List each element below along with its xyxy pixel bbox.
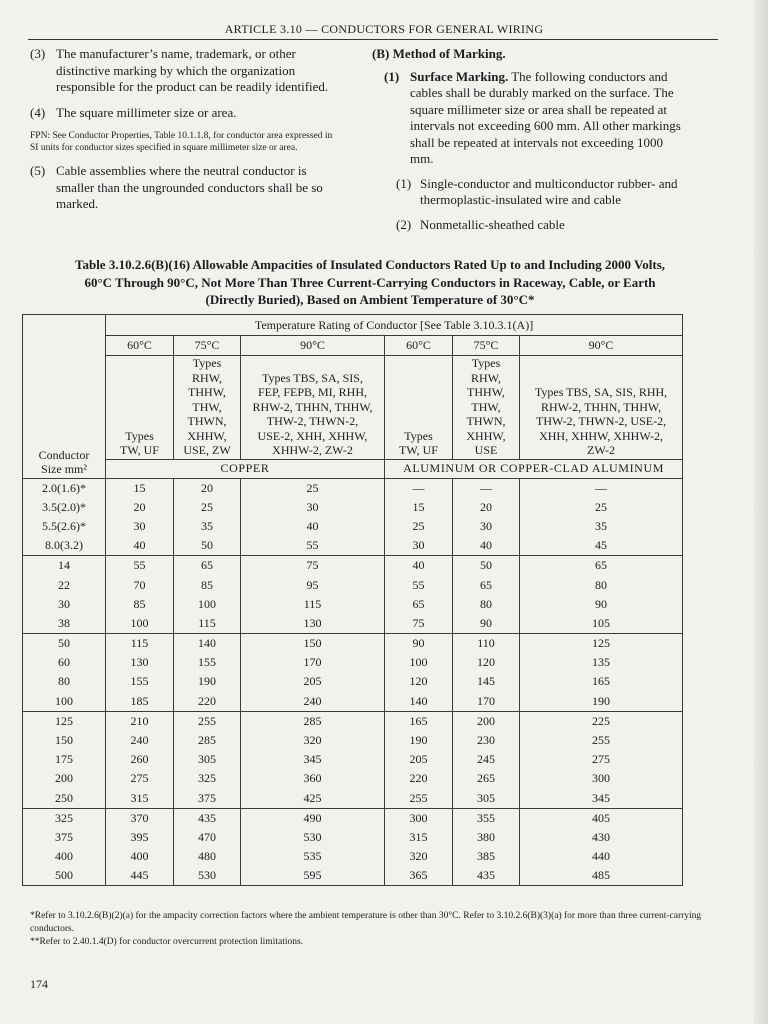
- footnote: **Refer to 2.40.1.4(D) for conductor overcurrent protection limitations.: [30, 937, 304, 947]
- table-row: [23, 614, 683, 634]
- ampacity-cell: 230: [453, 731, 520, 750]
- ampacity-cell: 30: [106, 517, 174, 536]
- table-row: [23, 672, 683, 691]
- ampacity-cell: 100: [385, 653, 453, 672]
- table-row: [23, 769, 683, 788]
- conductor-size-cell: 8.0(3.2): [23, 536, 106, 556]
- ampacity-cell: 345: [241, 750, 385, 769]
- table-row: [23, 595, 683, 614]
- ampacity-cell: 35: [520, 517, 683, 536]
- conductor-size-cell: 30: [23, 595, 106, 614]
- ampacity-cell: 50: [174, 536, 241, 556]
- ampacity-cell: 130: [106, 653, 174, 672]
- ampacity-cell: 240: [241, 692, 385, 712]
- table-row: [23, 692, 683, 712]
- ampacity-cell: 90: [453, 614, 520, 634]
- surface-marking-text: The following conductors and cables shall be durably marked on the surface. The square millimeter size or area shall be repeated at intervals not exceeding 600 mm. All other markings shall be repeated at intervals not exceeding 1000 mm.: [410, 68, 681, 166]
- ampacity-cell: 355: [453, 808, 520, 828]
- temp-col-header: 90°C: [241, 336, 385, 356]
- ampacity-cell: 385: [453, 847, 520, 866]
- item-number: (4): [30, 104, 46, 120]
- ampacity-cell: 75: [241, 556, 385, 576]
- item-text: Nonmetallic-sheathed cable: [420, 216, 565, 232]
- ampacity-cell: 55: [241, 536, 385, 556]
- ampacity-table: [22, 314, 683, 886]
- table-row: [23, 731, 683, 750]
- conductor-size-cell: 100: [23, 692, 106, 712]
- ampacity-cell: 440: [520, 847, 683, 866]
- ampacity-cell: 480: [174, 847, 241, 866]
- conductor-size-cell: 14: [23, 556, 106, 576]
- ampacity-cell: 55: [385, 575, 453, 594]
- ampacity-cell: 65: [385, 595, 453, 614]
- ampacity-cell: 300: [385, 808, 453, 828]
- ampacity-cell: 115: [106, 634, 174, 654]
- ampacity-cell: 285: [174, 731, 241, 750]
- ampacity-cell: 190: [385, 731, 453, 750]
- ampacity-cell: 320: [241, 731, 385, 750]
- ampacity-cell: 85: [174, 575, 241, 594]
- ampacity-cell: 240: [106, 731, 174, 750]
- ampacity-cell: 205: [241, 672, 385, 691]
- ampacity-cell: 245: [453, 750, 520, 769]
- ampacity-cell: 40: [385, 556, 453, 576]
- ampacity-cell: 210: [106, 711, 174, 731]
- ampacity-cell: 105: [520, 614, 683, 634]
- item-text: Single-conductor and multiconductor rubber- and thermoplastic-insulated wire and cable: [420, 175, 678, 207]
- ampacity-cell: 265: [453, 769, 520, 788]
- item-text: Cable assemblies where the neutral conductor is smaller than the ungrounded conductors shall be so marked.: [56, 163, 323, 211]
- table-row: [23, 866, 683, 886]
- conductor-size-cell: 38: [23, 614, 106, 634]
- page-edge-shadow: [754, 0, 768, 1024]
- temperature-rating-header: Temperature Rating of Conductor [See Table 3.10.3.1(A)]: [106, 315, 683, 336]
- conductor-size-cell: 50: [23, 634, 106, 654]
- ampacity-cell: 40: [241, 517, 385, 536]
- ampacity-cell: 20: [106, 498, 174, 517]
- header-rule: [28, 39, 718, 40]
- table-row: [23, 653, 683, 672]
- ampacity-cell: 65: [174, 556, 241, 576]
- conductor-size-cell: 200: [23, 769, 106, 788]
- ampacity-cell: 80: [520, 575, 683, 594]
- ampacity-cell: 300: [520, 769, 683, 788]
- ampacity-cell: 25: [174, 498, 241, 517]
- list-item-5: [30, 163, 335, 213]
- ampacity-cell: 305: [453, 789, 520, 809]
- ampacity-cell: 595: [241, 866, 385, 886]
- insulation-types-header: Types TW, UF: [385, 356, 453, 460]
- table-row: [23, 808, 683, 828]
- table-row: [23, 478, 683, 498]
- ampacity-cell: 85: [106, 595, 174, 614]
- ampacity-cell: 370: [106, 808, 174, 828]
- table-row: [23, 556, 683, 576]
- table-title: [30, 256, 710, 309]
- ampacity-cell: 140: [385, 692, 453, 712]
- ampacity-cell: 55: [106, 556, 174, 576]
- insulation-types-header: Types RHW, THHW, THW, THWN, XHHW, USE: [453, 356, 520, 460]
- ampacity-cell: —: [453, 478, 520, 498]
- ampacity-cell: 20: [453, 498, 520, 517]
- ampacity-cell: 275: [106, 769, 174, 788]
- ampacity-cell: 115: [241, 595, 385, 614]
- surface-marking-label: Surface Marking.: [410, 68, 509, 84]
- ampacity-cell: 275: [520, 750, 683, 769]
- ampacity-cell: 130: [241, 614, 385, 634]
- ampacity-cell: 285: [241, 711, 385, 731]
- ampacity-cell: 120: [385, 672, 453, 691]
- item-number: (2): [396, 216, 412, 232]
- ampacity-cell: 435: [174, 808, 241, 828]
- ampacity-cell: 20: [174, 478, 241, 498]
- conductor-size-cell: 60: [23, 653, 106, 672]
- item-number: (5): [30, 163, 46, 178]
- ampacity-cell: —: [385, 478, 453, 498]
- ampacity-cell: 425: [241, 789, 385, 809]
- ampacity-cell: 255: [385, 789, 453, 809]
- ampacity-cell: 170: [453, 692, 520, 712]
- ampacity-cell: 150: [241, 634, 385, 654]
- list-item-4: [30, 105, 335, 122]
- table-row: [23, 847, 683, 866]
- ampacity-cell: 535: [241, 847, 385, 866]
- ampacity-cell: 220: [385, 769, 453, 788]
- ampacity-cell: 65: [520, 556, 683, 576]
- conductor-size-cell: 22: [23, 575, 106, 594]
- ampacity-cell: 170: [241, 653, 385, 672]
- ampacity-cell: 530: [174, 866, 241, 886]
- conductor-size-header: [23, 315, 106, 479]
- copper-header: COPPER: [106, 459, 385, 478]
- table-row: [23, 828, 683, 847]
- ampacity-cell: 50: [453, 556, 520, 576]
- table-title-line: (Directly Buried), Based on Ambient Temperature of 30°C*: [205, 292, 535, 307]
- ampacity-cell: 255: [520, 731, 683, 750]
- conductor-size-cell: 500: [23, 866, 106, 886]
- conductor-size-cell: 2.0(1.6)*: [23, 478, 106, 498]
- conductor-size-cell: 175: [23, 750, 106, 769]
- ampacity-cell: 445: [106, 866, 174, 886]
- conductor-size-cell: 325: [23, 808, 106, 828]
- ampacity-cell: 165: [520, 672, 683, 691]
- temp-col-header: 90°C: [520, 336, 683, 356]
- ampacity-cell: 145: [453, 672, 520, 691]
- list-item-nm-cable: [396, 217, 682, 234]
- ampacity-cell: 15: [385, 498, 453, 517]
- ampacity-cell: 30: [241, 498, 385, 517]
- ampacity-cell: 375: [174, 789, 241, 809]
- table-title-line: Table 3.10.2.6(B)(16) Allowable Ampacities of Insulated Conductors Rated Up to and Including 2000 Volts,: [74, 257, 665, 272]
- table-row: [23, 498, 683, 517]
- table-footnotes: [30, 910, 720, 949]
- table-row: [23, 536, 683, 556]
- ampacity-cell: 110: [453, 634, 520, 654]
- header-line: Conductor: [38, 447, 90, 462]
- ampacity-cell: 25: [385, 517, 453, 536]
- left-column: [30, 46, 335, 222]
- ampacity-cell: 45: [520, 536, 683, 556]
- list-item-3: [30, 46, 335, 96]
- ampacity-cell: 395: [106, 828, 174, 847]
- ampacity-cell: 325: [174, 769, 241, 788]
- ampacity-cell: 15: [106, 478, 174, 498]
- ampacity-cell: 220: [174, 692, 241, 712]
- section-heading: (B) Method of Marking.: [372, 46, 506, 61]
- ampacity-cell: 30: [385, 536, 453, 556]
- running-header: ARTICLE 3.10 — CONDUCTORS FOR GENERAL WIRING: [224, 22, 544, 36]
- table-row: [23, 711, 683, 731]
- conductor-size-cell: 80: [23, 672, 106, 691]
- aluminum-header: ALUMINUM OR COPPER-CLAD ALUMINUM: [385, 459, 683, 478]
- conductor-size-cell: 150: [23, 731, 106, 750]
- insulation-types-header: Types RHW, THHW, THW, THWN, XHHW, USE, ZW: [174, 356, 241, 460]
- insulation-types-header: Types TBS, SA, SIS, RHH, RHW-2, THHN, THHW, THW-2, THWN-2, USE-2, XHH, XHHW, XHHW-2, ZW-2: [520, 356, 683, 460]
- table-title-line: 60°C Through 90°C, Not More Than Three Current-Carrying Conductors in Raceway, Cable, or Earth: [84, 274, 656, 290]
- ampacity-cell: 530: [241, 828, 385, 847]
- ampacity-cell: 260: [106, 750, 174, 769]
- right-column: [372, 46, 682, 241]
- ampacity-cell: 140: [174, 634, 241, 654]
- conductor-size-cell: 125: [23, 711, 106, 731]
- ampacity-cell: 135: [520, 653, 683, 672]
- ampacity-cell: 345: [520, 789, 683, 809]
- ampacity-cell: 380: [453, 828, 520, 847]
- table-row: [23, 634, 683, 654]
- ampacity-cell: 155: [174, 653, 241, 672]
- item-number: (1): [384, 68, 400, 84]
- conductor-size-cell: 250: [23, 789, 106, 809]
- item-number: (3): [30, 46, 46, 61]
- ampacity-cell: 165: [385, 711, 453, 731]
- ampacity-cell: 200: [453, 711, 520, 731]
- ampacity-cell: 320: [385, 847, 453, 866]
- footnote: *Refer to 3.10.2.6(B)(2)(a) for the ampacity correction factors where the ambient temperature is other than 30°C. Refer to 3.10.2.6(B)(3)(a) for more than three current-carrying conductors.: [30, 911, 702, 934]
- ampacity-cell: 400: [106, 847, 174, 866]
- ampacity-cell: 435: [453, 866, 520, 886]
- ampacity-cell: 90: [385, 634, 453, 654]
- ampacity-cell: 120: [453, 653, 520, 672]
- item-text: The square millimeter size or area.: [56, 104, 237, 120]
- conductor-size-cell: 400: [23, 847, 106, 866]
- ampacity-cell: 90: [520, 595, 683, 614]
- ampacity-cell: 40: [106, 536, 174, 556]
- temp-col-header: 75°C: [174, 336, 241, 356]
- insulation-types-header: Types TW, UF: [106, 356, 174, 460]
- ampacity-cell: 430: [520, 828, 683, 847]
- ampacity-cell: 95: [241, 575, 385, 594]
- conductor-size-cell: 5.5(2.6)*: [23, 517, 106, 536]
- page-number: 174: [30, 977, 48, 991]
- ampacity-table-body: [23, 478, 683, 886]
- item-number: (1): [396, 175, 412, 191]
- ampacity-cell: 100: [106, 614, 174, 634]
- ampacity-cell: 190: [520, 692, 683, 712]
- ampacity-cell: 80: [453, 595, 520, 614]
- temp-col-header: 75°C: [453, 336, 520, 356]
- ampacity-cell: 185: [106, 692, 174, 712]
- table-row: [23, 789, 683, 809]
- list-item-rubber-wire: [396, 176, 682, 209]
- ampacity-cell: 360: [241, 769, 385, 788]
- table-row: [23, 517, 683, 536]
- ampacity-cell: 470: [174, 828, 241, 847]
- ampacity-cell: —: [520, 478, 683, 498]
- item-text: The manufacturer’s name, trademark, or other distinctive marking by which the organization responsible for the product can be readily identified.: [56, 46, 329, 94]
- ampacity-cell: 115: [174, 614, 241, 634]
- ampacity-cell: 225: [520, 711, 683, 731]
- ampacity-cell: 315: [106, 789, 174, 809]
- ampacity-cell: 125: [520, 634, 683, 654]
- temp-col-header: 60°C: [385, 336, 453, 356]
- fine-print-note: FPN: See Conductor Properties, Table 10.1.1.8, for conductor area expressed in SI units for conductor sizes specified in square millimeter size or area.: [30, 131, 333, 153]
- ampacity-cell: 25: [241, 478, 385, 498]
- conductor-size-cell: 375: [23, 828, 106, 847]
- ampacity-cell: 100: [174, 595, 241, 614]
- ampacity-cell: 75: [385, 614, 453, 634]
- ampacity-cell: 365: [385, 866, 453, 886]
- ampacity-cell: 70: [106, 575, 174, 594]
- header-line: Size mm²: [41, 462, 87, 476]
- ampacity-cell: 30: [453, 517, 520, 536]
- table-row: [23, 575, 683, 594]
- ampacity-cell: 305: [174, 750, 241, 769]
- ampacity-cell: 405: [520, 808, 683, 828]
- conductor-size-cell: 3.5(2.0)*: [23, 498, 106, 517]
- ampacity-cell: 65: [453, 575, 520, 594]
- table-row: [23, 750, 683, 769]
- ampacity-cell: 315: [385, 828, 453, 847]
- temp-col-header: 60°C: [106, 336, 174, 356]
- ampacity-cell: 40: [453, 536, 520, 556]
- ampacity-cell: 35: [174, 517, 241, 536]
- ampacity-cell: 490: [241, 808, 385, 828]
- ampacity-cell: 190: [174, 672, 241, 691]
- ampacity-cell: 155: [106, 672, 174, 691]
- ampacity-cell: 25: [520, 498, 683, 517]
- surface-marking-paragraph: [384, 69, 682, 168]
- ampacity-cell: 255: [174, 711, 241, 731]
- ampacity-cell: 205: [385, 750, 453, 769]
- insulation-types-header: Types TBS, SA, SIS, FEP, FEPB, MI, RHH, RHW-2, THHN, THHW, THW-2, THWN-2, USE-2, XHH, XHHW, XHHW-2, ZW-2: [241, 356, 385, 460]
- ampacity-cell: 485: [520, 866, 683, 886]
